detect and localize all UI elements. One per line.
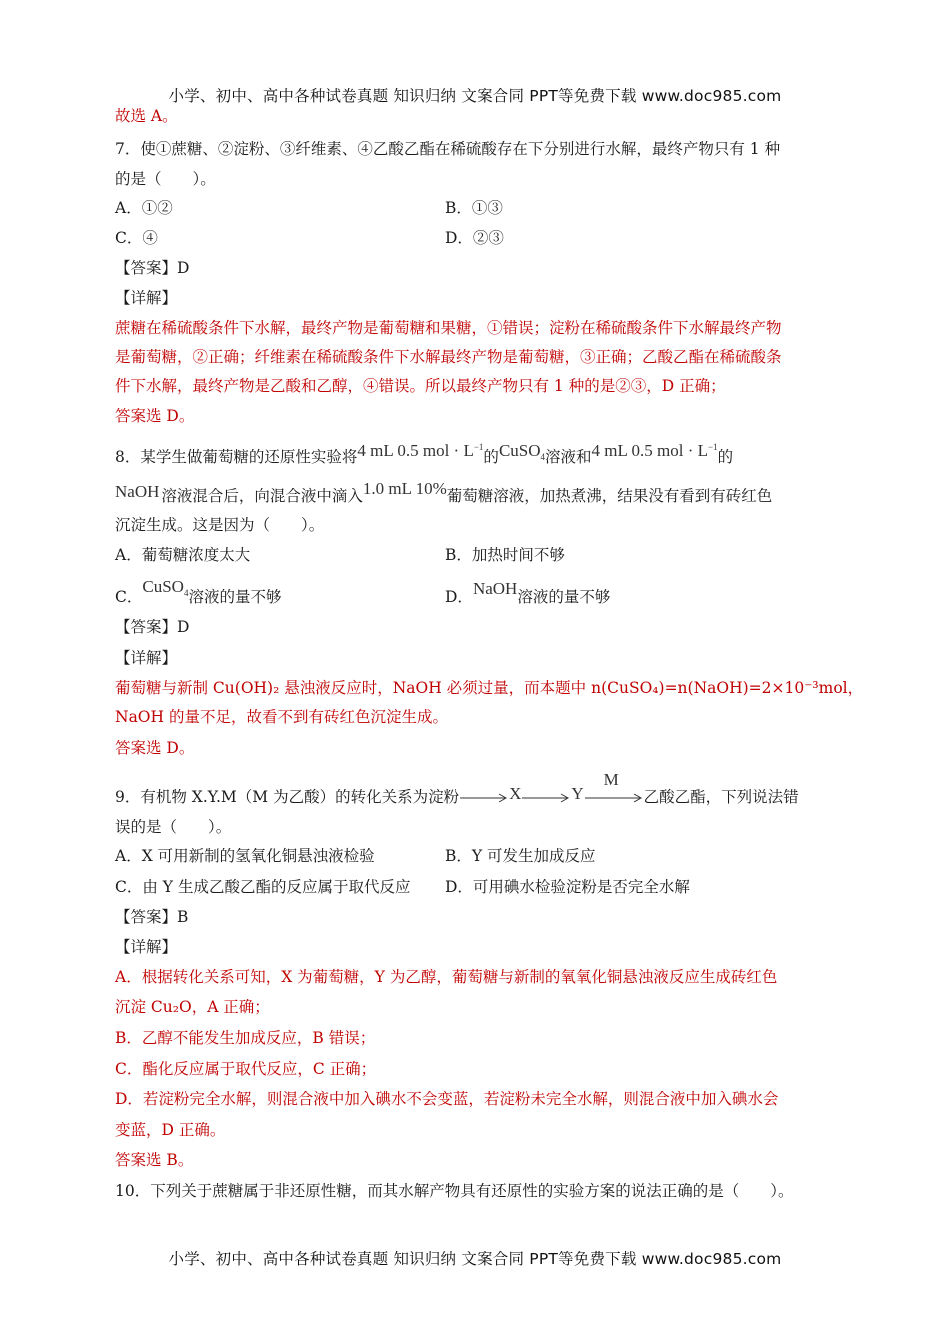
q7-option-b: B．①③ <box>445 199 503 217</box>
q8-m3: 4 mL 0.5 mol · L <box>591 441 708 460</box>
q8-conclusion: 答案选 D。 <box>115 739 195 757</box>
q8-m2: CuSO <box>498 441 541 460</box>
previous-answer-conclusion: 故选 A。 <box>115 107 178 125</box>
q8-option-c-m: CuSO <box>142 577 184 596</box>
q9-stem-text1a: 9．有机物 X.Y.M（M 为乙酸）的转化关系为淀粉 <box>115 788 460 806</box>
q9-explanation-c: C．酯化反应属于取代反应，C 正确； <box>115 1060 377 1078</box>
q9-answer: 【答案】B <box>115 908 189 926</box>
q7-conclusion: 答案选 D。 <box>115 407 195 425</box>
q9-explanation-b: B．乙醇不能发生加成反应，B 错误； <box>115 1029 376 1047</box>
q9-stem-text1b: 乙酸乙酯，下列说法错 <box>643 788 799 806</box>
q9-option-b: B．Y 可发生加成反应 <box>445 847 596 865</box>
q8-formula-conc-2 <box>592 441 718 460</box>
page-footer: 小学、初中、高中各种试卷真题 知识归纳 文案合同 PPT等免费下载 www.doc985.com <box>168 1250 782 1268</box>
q8-option-d-formula: NaOH <box>472 579 518 598</box>
q7-option-d: D．②③ <box>445 229 504 247</box>
q7-stem-line1: 7．使①蔗糖、②淀粉、③纤维素、④乙酸乙酯在稀硫酸存在下分别进行水解，最终产物只有 1 种 <box>115 140 781 158</box>
q8-formula-glucose-amount: 1.0 mL 10% <box>362 479 447 498</box>
q9-explanation-a-line1: A．根据转化关系可知，X 为葡萄糖，Y 为乙醇，葡萄糖与新制的氧氧化铜悬浊液反应生成砖红色 <box>115 968 778 986</box>
q9-explanation-d-line2: 变蓝，D 正确。 <box>115 1121 226 1139</box>
q8-option-c-sub: 4 <box>183 588 189 598</box>
q9-stem-line1 <box>115 770 799 807</box>
q9-explanation-a-line2: 沉淀 Cu₂O，A 正确； <box>115 998 270 1016</box>
q9-stem-line2: 误的是（ ）。 <box>115 818 232 836</box>
q8-explanation-line1: 葡萄糖与新制 Cu(OH)₂ 悬浊液反应时，NaOH 必须过量，而本题中 n(CuSO₄)=n(NaOH)=2×10⁻³mol， <box>115 679 864 697</box>
q8-stem-text1b: 溶液和 <box>545 448 592 466</box>
q8-option-c-prefix: C． <box>115 588 143 606</box>
q8-option-a: A．葡萄糖浓度太大 <box>115 546 251 564</box>
q8-formula-naoh: NaOH <box>115 482 160 501</box>
q8-formula-naoh-conc-1 <box>357 441 483 460</box>
q7-detail-label: 【详解】 <box>115 289 178 307</box>
q8-de1: 的 <box>483 448 499 466</box>
q8-m1: 4 mL 0.5 mol · L <box>357 441 474 460</box>
page-header: 小学、初中、高中各种试卷真题 知识归纳 文案合同 PPT等免费下载 www.doc985.com <box>168 87 782 105</box>
q8-formula-cuso4 <box>499 441 545 460</box>
q8-explanation-line2: NaOH 的量不足，故看不到有砖红色沉淀生成。 <box>115 708 448 726</box>
q8-option-b: B．加热时间不够 <box>445 546 565 564</box>
q9-reagent-m: M <box>603 770 619 789</box>
q8-m2-sub: 4 <box>540 452 546 462</box>
q7-explanation-line2: 是葡萄糖，②正确；纤维素在稀硫酸条件下水解最终产物是葡萄糖，③正确；乙酸乙酯在稀硫酸条 <box>115 348 782 366</box>
q8-answer: 【答案】D <box>115 618 190 636</box>
q7-stem-line2: 的是（ ）。 <box>115 170 216 188</box>
q8-option-d-text: 溶液的量不够 <box>517 588 611 606</box>
q7-explanation-line1: 蔗糖在稀硫酸条件下水解，最终产物是葡萄糖和果糖，①错误；淀粉在稀硫酸条件下水解最终产物 <box>115 319 782 337</box>
q8-option-c <box>115 577 282 609</box>
q8-option-d-prefix: D． <box>445 588 473 606</box>
q9-detail-label: 【详解】 <box>115 938 178 956</box>
q9-option-a: A．X 可用新制的氢氧化铜悬浊液检验 <box>115 847 375 865</box>
reaction-arrow-icon <box>459 792 509 804</box>
q8-stem-text2b: 葡萄糖溶液，加热煮沸，结果没有看到有砖红色 <box>446 487 773 505</box>
q8-m3-sup: −1 <box>708 442 718 452</box>
q8-option-d <box>445 579 611 607</box>
q8-de2: 的 <box>717 448 734 466</box>
q8-stem-text2a: 溶液混合后，向混合液中滴入 <box>161 487 363 505</box>
q8-stem-text1: 8．某学生做葡萄糖的还原性实验将 <box>115 448 358 466</box>
q7-option-a: A．①② <box>115 199 173 217</box>
q8-detail-label: 【详解】 <box>115 649 178 667</box>
q8-option-c-text: 溶液的量不够 <box>188 588 282 606</box>
q9-compound-y: Y <box>571 784 584 803</box>
q7-answer: 【答案】D <box>115 259 190 277</box>
q8-stem-line1 <box>115 441 734 469</box>
q8-stem-line3: 沉淀生成。这是因为（ ）。 <box>115 516 325 534</box>
reaction-arrow-icon <box>521 792 571 804</box>
q9-option-c: C．由 Y 生成乙酸乙酯的反应属于取代反应 <box>115 878 411 896</box>
q8-option-c-formula <box>142 577 188 596</box>
reaction-arrow-with-reagent-icon <box>584 770 644 804</box>
q9-conclusion: 答案选 B。 <box>115 1151 194 1169</box>
q10-stem: 10．下列关于蔗糖属于非还原性糖，而其水解产物具有还原性的实验方案的说法正确的是（ ）。 <box>115 1182 794 1200</box>
q8-stem-line2 <box>115 479 773 506</box>
q9-compound-x: X <box>509 784 522 803</box>
q9-explanation-d-line1: D．若淀粉完全水解，则混合液中加入碘水不会变蓝，若淀粉未完全水解，则混合液中加入碘水会 <box>115 1090 779 1108</box>
q9-option-d: D．可用碘水检验淀粉是否完全水解 <box>445 878 690 896</box>
q7-explanation-line3: 件下水解，最终产物是乙酸和乙醇，④错误。所以最终产物只有 1 种的是②③，D 正确； <box>115 377 726 395</box>
q7-option-c: C．④ <box>115 229 158 247</box>
q8-m1-sup: −1 <box>473 442 484 452</box>
